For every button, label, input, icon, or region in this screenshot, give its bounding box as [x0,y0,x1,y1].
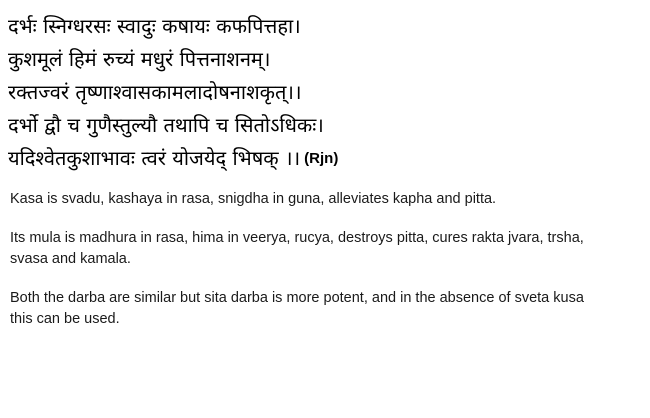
verse-line [8,109,642,142]
sanskrit-verse-block [0,0,650,175]
translation-paragraph: Kasa is svadu, kashaya in rasa, snigdha in guna, alleviates kapha and pitta. [10,191,497,207]
verse-reference [301,18,305,35]
verse-reference [324,117,328,134]
verse-line [8,76,642,109]
verse-text: कुशमूलं हिमं रुच्यं मधुरं पित्तनाशनम्। [8,47,271,71]
verse-text: दर्भो द्वौ च गुणैस्तुल्यौ तथापि च सितोऽधिकः। [8,113,324,137]
translation-paragraph: Its mula is madhura in rasa, hima in veerya, rucya, destroys pitta, cures rakta jvara, trsha, svasa and kamala. [10,230,584,267]
verse-text: रक्तज्वरं तृष्णाश्वासकामलादोषनाशकृत्।। [8,80,302,104]
verse-text: दर्भः स्निग्धरसः स्वादुः कषायः कफपित्तहा। [8,14,301,38]
verse-reference: (Rjn) [304,150,339,167]
verse-reference [270,51,274,68]
verse-line [8,10,642,43]
verse-line [8,43,642,76]
verse-reference [302,84,306,101]
translation-paragraph: Both the darba are similar but sita darba is more potent, and in the absence of sveta kusa this can be used. [10,290,584,327]
translation-block [0,175,650,330]
verse-text: यदिश्वेतकुशाभावः त्वरं योजयेद् भिषक् ।। [8,146,301,170]
verse-line [8,142,642,175]
